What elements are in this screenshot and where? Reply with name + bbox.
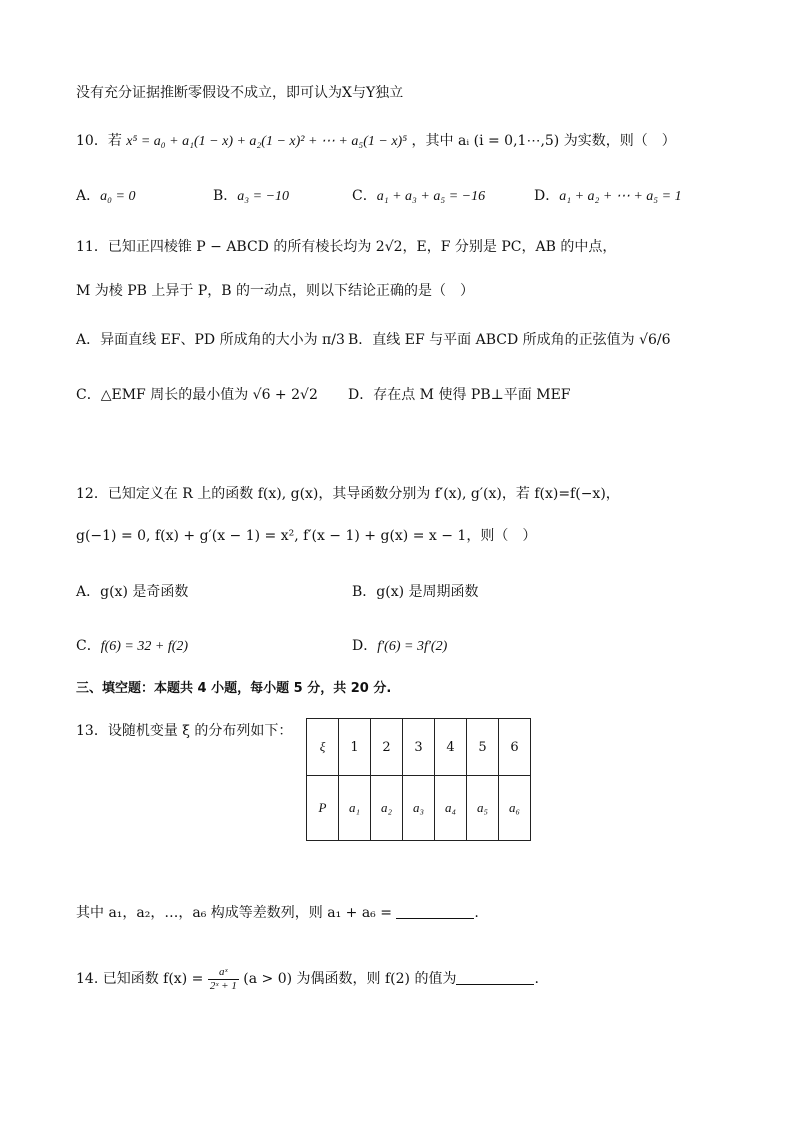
q10-equation: x⁵ = a₀ + a₁(1 − x) + a₂(1 − x)² + ⋯ + a₅(1 − x)⁵ <box>126 134 408 149</box>
q12-option-c: C．f(6) = 32 + f(2) <box>76 638 189 654</box>
table-cell: 5 <box>467 719 499 776</box>
q10-tail: ，其中 aᵢ (i = 0,1⋯,5) 为实数，则（ ） <box>411 133 676 149</box>
q11-option-a: A．异面直线 EF、PD 所成角的大小为 π/3 <box>76 332 345 348</box>
table-cell: 1 <box>339 719 371 776</box>
q12-option-b: B．g(x) 是周期函数 <box>352 584 479 600</box>
q10-option-b: B．a₃ = −10 <box>213 188 290 204</box>
q11-option-c: C．△EMF 周长的最小值为 √6 + 2√2 <box>76 387 318 403</box>
answer-blank[interactable] <box>396 904 474 919</box>
table-row <box>307 776 531 841</box>
table-cell: 4 <box>435 719 467 776</box>
table-row <box>307 719 531 776</box>
table-cell: a₁ <box>339 776 371 841</box>
q10-option-d: D．a₁ + a₂ + ⋯ + a₅ = 1 <box>534 188 682 204</box>
q10-option-c: C．a₁ + a₃ + a₅ = −16 <box>352 188 486 204</box>
intro-text: 没有充分证据推断零假设不成立，即可认为X与Y独立 <box>76 85 404 101</box>
question-13-stem: 13．设随机变量 ξ 的分布列如下： <box>76 723 293 739</box>
table-cell: 6 <box>499 719 531 776</box>
q11-option-d: D．存在点 M 使得 PB⊥平面 MEF <box>348 387 571 403</box>
q13-after: 其中 a₁，a₂，…，a₆ 构成等差数列，则 a₁ + a₆ = . <box>76 905 479 921</box>
question-11-line1: 11．已知正四棱锥 P − ABCD 的所有棱长均为 2√2，E，F 分别是 PC，AB 的中点， <box>76 239 617 255</box>
q11-option-b: B．直线 EF 与平面 ABCD 所成角的正弦值为 √6/6 <box>348 332 671 348</box>
table-cell: 2 <box>371 719 403 776</box>
table-cell: a₅ <box>467 776 499 841</box>
question-14: 14. 已知函数 f(x) = $\frac{\text{aˣ}}{\text{2ˣ + 1}}$ (a > 0) 为偶函数，则 f(2) 的值为 . <box>76 965 539 992</box>
section-3-title: 三、填空题：本题共 4 小题，每小题 5 分，共 20 分. <box>76 681 392 696</box>
q12-option-d: D．f′(6) = 3f′(2) <box>352 638 448 654</box>
table-cell: ξ <box>307 719 339 776</box>
answer-blank[interactable] <box>456 970 534 985</box>
q10-option-a: A．a₀ = 0 <box>76 188 136 204</box>
table-cell: 3 <box>403 719 435 776</box>
question-11-line2: M 为棱 PB 上异于 P，B 的一动点，则以下结论正确的是（ ） <box>76 283 475 299</box>
table-cell: P <box>307 776 339 841</box>
question-10-stem <box>76 131 676 152</box>
q10-number: 10．若 <box>76 133 122 149</box>
q12-option-a: A．g(x) 是奇函数 <box>76 584 189 600</box>
distribution-table <box>306 718 531 841</box>
q14-fraction: $\frac{\text{aˣ}}{\text{2ˣ + 1}}$ <box>209 965 237 992</box>
table-cell: a₃ <box>403 776 435 841</box>
table-cell: a₆ <box>499 776 531 841</box>
question-12-line1: 12．已知定义在 R 上的函数 f(x), g(x)，其导函数分别为 f′(x), g′(x)，若 f(x)=f(−x)， <box>76 486 620 502</box>
table-cell: a₄ <box>435 776 467 841</box>
table-cell: a₂ <box>371 776 403 841</box>
question-12-line2: g(−1) = 0, f(x) + g′(x − 1) = x², f′(x − 1) + g(x) = x − 1，则（ ） <box>76 528 537 544</box>
